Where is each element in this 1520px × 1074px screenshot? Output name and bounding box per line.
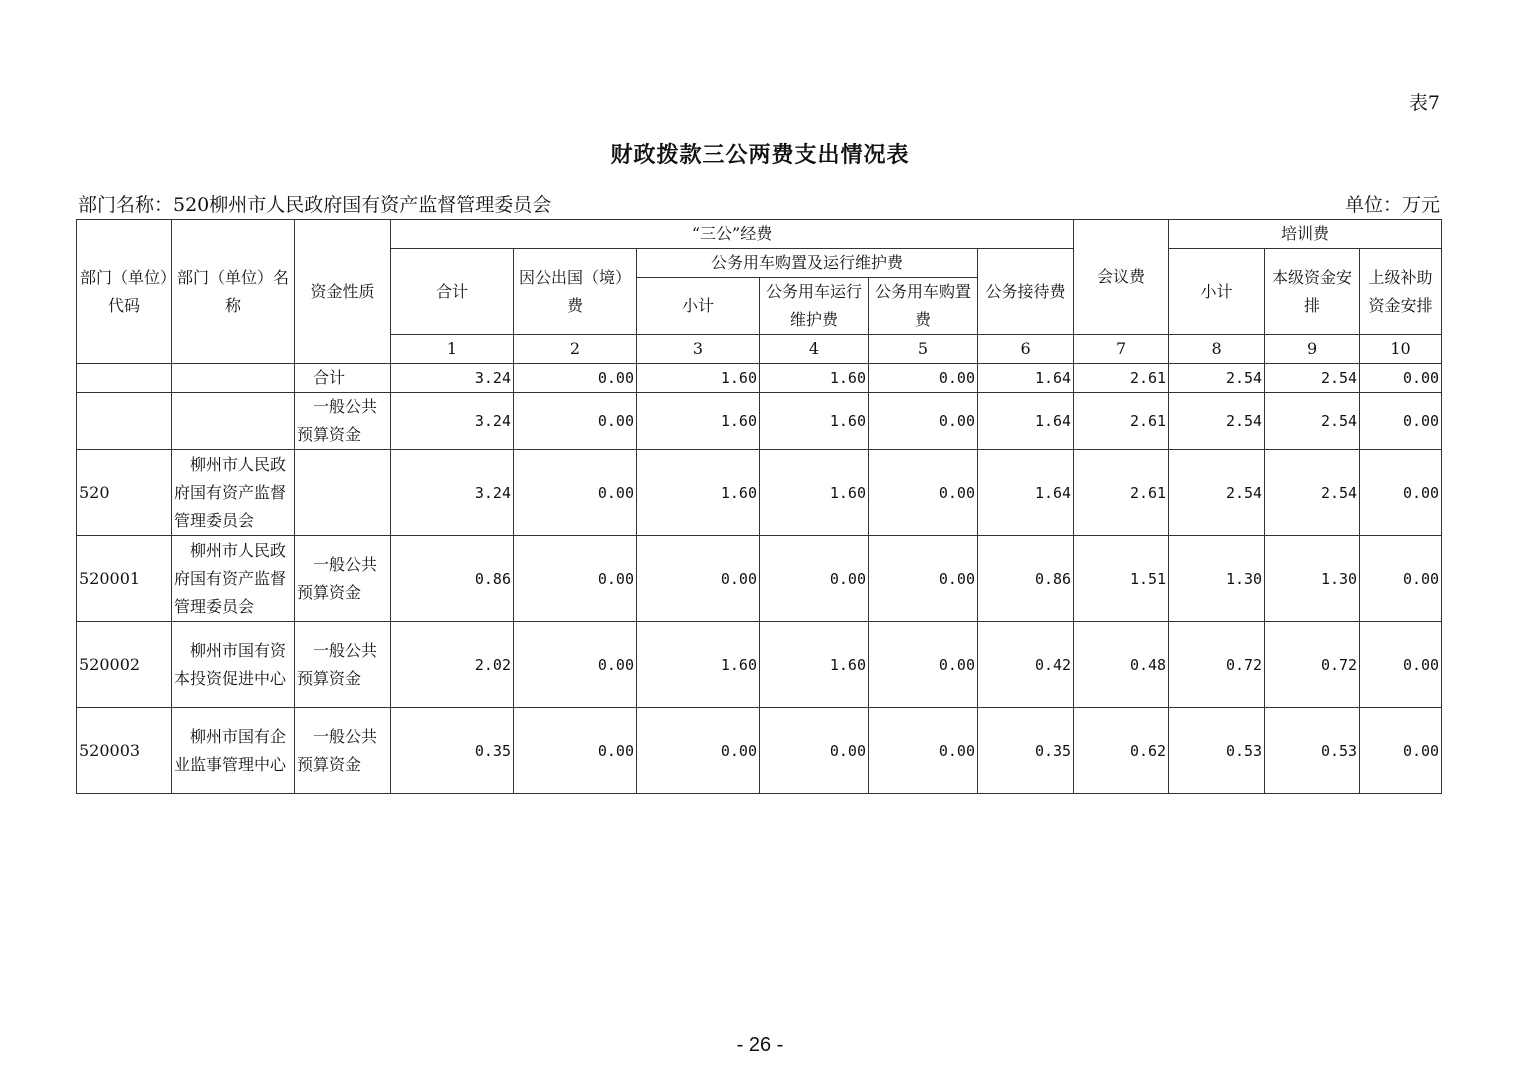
header-vehicle: 公务用车购置及运行维护费 xyxy=(637,249,978,278)
dept-code-cell: 520001 xyxy=(77,536,172,622)
column-number: 4 xyxy=(760,335,869,364)
value-cell: 3.24 xyxy=(391,450,514,536)
value-cell: 0.72 xyxy=(1169,622,1265,708)
value-cell: 1.51 xyxy=(1074,536,1169,622)
value-cell: 0.00 xyxy=(869,536,978,622)
value-cell: 0.48 xyxy=(1074,622,1169,708)
value-cell: 0.00 xyxy=(869,622,978,708)
value-cell: 0.00 xyxy=(514,536,637,622)
value-cell: 0.00 xyxy=(760,536,869,622)
value-cell: 0.72 xyxy=(1265,622,1360,708)
dept-code-cell: 520 xyxy=(77,450,172,536)
value-cell: 3.24 xyxy=(391,393,514,450)
value-cell: 0.86 xyxy=(391,536,514,622)
header-training: 培训费 xyxy=(1169,220,1442,249)
fund-nature-cell: 一般公共预算资金 xyxy=(295,622,391,708)
column-number: 3 xyxy=(637,335,760,364)
column-number: 8 xyxy=(1169,335,1265,364)
value-cell: 0.00 xyxy=(869,364,978,393)
value-cell: 0.00 xyxy=(1360,364,1442,393)
unit-label: 单位：万元 xyxy=(1344,194,1440,216)
value-cell: 0.00 xyxy=(514,708,637,794)
table-number: 表7 xyxy=(1408,92,1440,114)
value-cell: 0.53 xyxy=(1265,708,1360,794)
value-cell: 2.54 xyxy=(1265,450,1360,536)
value-cell: 0.42 xyxy=(978,622,1074,708)
table-row xyxy=(77,622,1442,708)
value-cell: 2.54 xyxy=(1265,393,1360,450)
fund-nature-cell: 一般公共预算资金 xyxy=(295,708,391,794)
dept-name-cell xyxy=(172,364,295,393)
value-cell: 0.00 xyxy=(869,708,978,794)
value-cell: 0.00 xyxy=(514,450,637,536)
dept-name-cell: 柳州市国有资本投资促进中心 xyxy=(172,622,295,708)
expense-table xyxy=(76,219,1442,794)
department-name: 部门名称：520柳州市人民政府国有资产监督管理委员会 xyxy=(78,194,552,216)
header-total: 合计 xyxy=(391,249,514,335)
dept-code-cell xyxy=(77,364,172,393)
value-cell: 1.60 xyxy=(760,622,869,708)
dept-name-cell: 柳州市人民政府国有资产监督管理委员会 xyxy=(172,536,295,622)
dept-code-cell: 520003 xyxy=(77,708,172,794)
header-train-own: 本级资金安排 xyxy=(1265,249,1360,335)
dept-code-cell: 520002 xyxy=(77,622,172,708)
dept-name-cell xyxy=(172,393,295,450)
header-train-upper: 上级补助资金安排 xyxy=(1360,249,1442,335)
value-cell: 1.60 xyxy=(760,364,869,393)
header-dept-name: 部门（单位）名称 xyxy=(172,220,295,364)
value-cell: 0.00 xyxy=(514,622,637,708)
table-row xyxy=(77,393,1442,450)
value-cell: 2.61 xyxy=(1074,364,1169,393)
dept-name-cell: 柳州市人民政府国有资产监督管理委员会 xyxy=(172,450,295,536)
fund-nature-cell: 合计 xyxy=(295,364,391,393)
column-number: 6 xyxy=(978,335,1074,364)
header-train-subtotal: 小计 xyxy=(1169,249,1265,335)
value-cell: 1.30 xyxy=(1169,536,1265,622)
value-cell: 1.60 xyxy=(637,364,760,393)
value-cell: 1.30 xyxy=(1265,536,1360,622)
value-cell: 1.64 xyxy=(978,450,1074,536)
value-cell: 0.35 xyxy=(978,708,1074,794)
column-number: 5 xyxy=(869,335,978,364)
value-cell: 0.00 xyxy=(514,364,637,393)
header-abroad: 因公出国（境）费 xyxy=(514,249,637,335)
value-cell: 1.60 xyxy=(637,450,760,536)
value-cell: 2.61 xyxy=(1074,450,1169,536)
table-row xyxy=(77,364,1442,393)
column-number: 10 xyxy=(1360,335,1442,364)
value-cell: 2.54 xyxy=(1265,364,1360,393)
header-meeting: 会议费 xyxy=(1074,220,1169,335)
table-row xyxy=(77,450,1442,536)
value-cell: 1.64 xyxy=(978,364,1074,393)
column-number: 2 xyxy=(514,335,637,364)
table-header xyxy=(77,220,1442,364)
fund-nature-cell: 一般公共预算资金 xyxy=(295,536,391,622)
value-cell: 0.00 xyxy=(637,708,760,794)
header-vehicle-buy: 公务用车购置费 xyxy=(869,278,978,335)
value-cell: 0.86 xyxy=(978,536,1074,622)
dept-code-cell xyxy=(77,393,172,450)
value-cell: 0.00 xyxy=(1360,393,1442,450)
value-cell: 2.54 xyxy=(1169,393,1265,450)
header-reception: 公务接待费 xyxy=(978,249,1074,335)
value-cell: 2.02 xyxy=(391,622,514,708)
value-cell: 0.00 xyxy=(514,393,637,450)
value-cell: 0.00 xyxy=(1360,536,1442,622)
value-cell: 0.00 xyxy=(869,393,978,450)
value-cell: 2.61 xyxy=(1074,393,1169,450)
column-number: 9 xyxy=(1265,335,1360,364)
value-cell: 1.64 xyxy=(978,393,1074,450)
column-number: 1 xyxy=(391,335,514,364)
value-cell: 1.60 xyxy=(760,393,869,450)
value-cell: 0.53 xyxy=(1169,708,1265,794)
value-cell: 0.00 xyxy=(1360,622,1442,708)
dept-name-cell: 柳州市国有企业监事管理中心 xyxy=(172,708,295,794)
value-cell: 0.00 xyxy=(1360,708,1442,794)
header-fund-nature: 资金性质 xyxy=(295,220,391,364)
value-cell: 0.00 xyxy=(637,536,760,622)
table-row xyxy=(77,708,1442,794)
header-dept-code: 部门（单位）代码 xyxy=(77,220,172,364)
page-title: 财政拨款三公两费支出情况表 xyxy=(610,142,910,168)
value-cell: 0.35 xyxy=(391,708,514,794)
value-cell: 1.60 xyxy=(637,393,760,450)
table-row xyxy=(77,536,1442,622)
value-cell: 2.54 xyxy=(1169,364,1265,393)
fund-nature-cell xyxy=(295,450,391,536)
column-number: 7 xyxy=(1074,335,1169,364)
value-cell: 0.00 xyxy=(1360,450,1442,536)
header-vehicle-run: 公务用车运行维护费 xyxy=(760,278,869,335)
value-cell: 0.00 xyxy=(760,708,869,794)
value-cell: 2.54 xyxy=(1169,450,1265,536)
page-number: - 26 - xyxy=(736,1034,784,1056)
value-cell: 0.00 xyxy=(869,450,978,536)
table-body xyxy=(77,364,1442,794)
value-cell: 1.60 xyxy=(637,622,760,708)
fund-nature-cell: 一般公共预算资金 xyxy=(295,393,391,450)
value-cell: 0.62 xyxy=(1074,708,1169,794)
value-cell: 1.60 xyxy=(760,450,869,536)
value-cell: 3.24 xyxy=(391,364,514,393)
header-vehicle-subtotal: 小计 xyxy=(637,278,760,335)
header-sangong: “三公”经费 xyxy=(391,220,1074,249)
